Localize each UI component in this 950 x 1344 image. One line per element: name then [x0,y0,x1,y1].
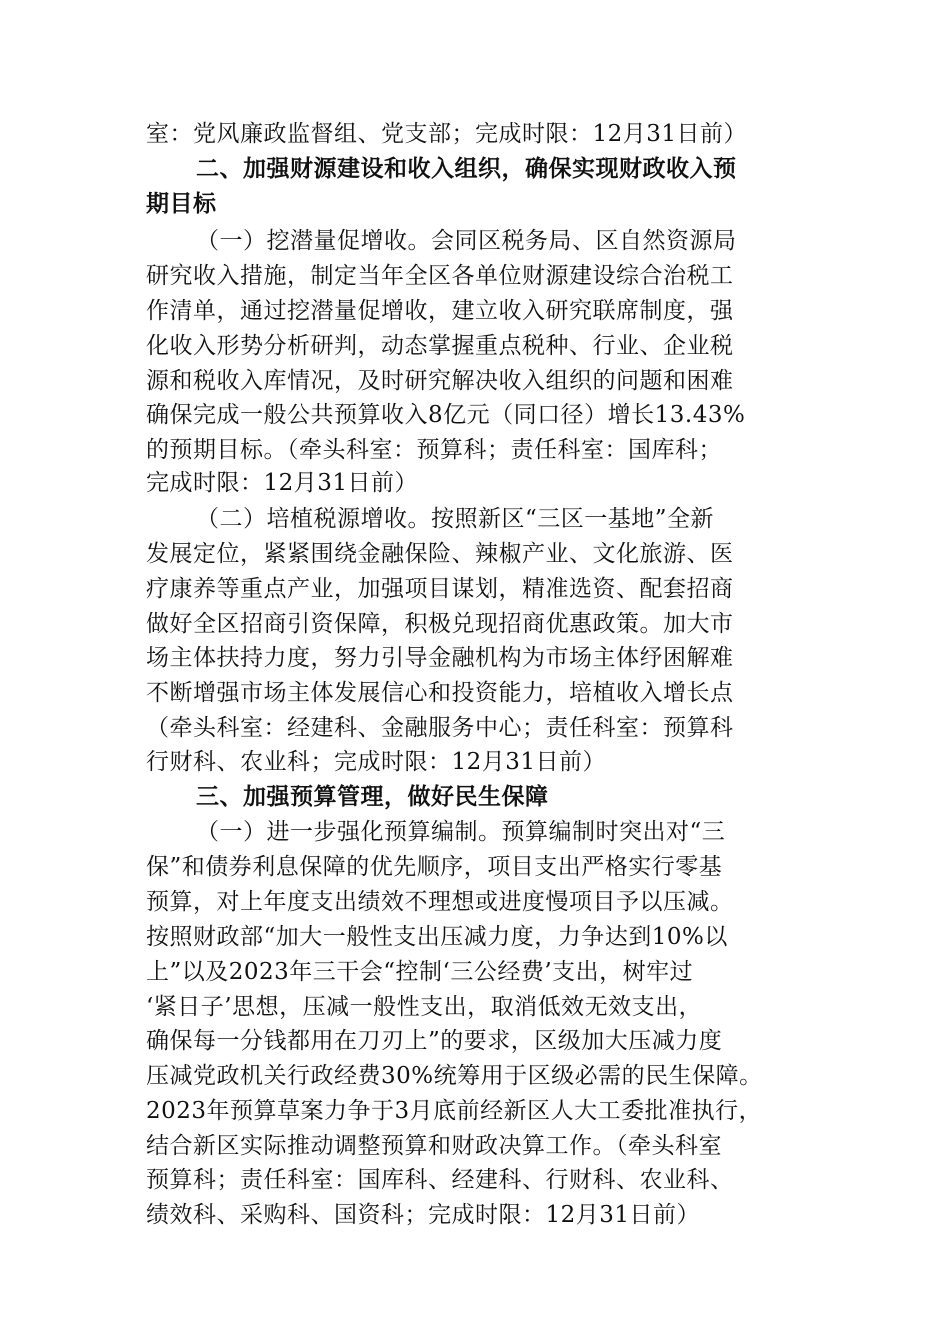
paragraph-line: 行财科、农业科；完成时限：12月31日前） [146,749,607,775]
paragraph-line: 上”以及2023年三干会“控制‘三公经费’支出，树牢过 [146,959,694,985]
paragraph-line: 疗康养等重点产业，加强项目谋划，精准选资、配套招商 [146,576,734,602]
paragraph-line: （一）进一步强化预算编制。预算编制时突出对“三 [196,819,726,845]
section-heading-2-cont: 期目标 [146,191,217,217]
paragraph-line: 的预期目标。（牵头科室：预算科；责任科室：国库科； [146,437,722,463]
paragraph-line: 压减党政机关行政经费30%统筹用于区级必需的民生保障。 [146,1063,763,1089]
paragraph-line: 研究收入措施，制定当年全区各单位财源建设综合治税工 [146,263,734,289]
paragraph-line: （一）挖潜量促增收。会同区税务局、区自然资源局 [196,228,737,254]
paragraph-line: 化收入形势分析研判，动态掌握重点税种、行业、企业税 [146,333,734,359]
paragraph-line: 保”和债券利息保障的优先顺序，项目支出严格实行零基 [146,854,723,880]
paragraph-line: 绩效科、采购科、国资科；完成时限：12月31日前） [146,1202,701,1228]
paragraph-line: 不断增强市场主体发展信心和投资能力，培植收入增长点 [146,680,734,706]
paragraph-line: ‘紧日子’思想，压减一般性支出，取消低效无效支出， [146,994,703,1020]
paragraph-line: 结合新区实际推动调整预算和财政决算工作。（牵头科室 [146,1133,722,1159]
paragraph-line: 按照财政部“加大一般性支出压减力度，力争达到10%以 [146,924,728,950]
paragraph-line: 作清单，通过挖潜量促增收，建立收入研究联席制度，强 [146,298,734,324]
paragraph-line: 做好全区招商引资保障，积极兑现招商优惠政策。加大市 [146,611,734,637]
paragraph-line: 确保每一分钱都用在刀刃上”的要求，区级加大压减力度 [146,1028,723,1054]
paragraph-line: 预算科；责任科室：国库科、经建科、行财科、农业科、 [146,1167,734,1193]
paragraph-line: （二）培植税源增收。按照新区“三区一基地”全新 [196,506,715,532]
paragraph-line: 完成时限：12月31日前） [146,470,419,496]
paragraph-line: （牵头科室：经建科、金融服务中心；责任科室：预算科 [146,715,734,741]
paragraph-line: 确保完成一般公共预算收入8亿元（同口径）增长13.43% [146,402,746,428]
section-heading-3: 三、加强预算管理，做好民生保障 [196,784,549,810]
section-heading-2: 二、加强财源建设和收入组织，确保实现财政收入预 [196,156,737,182]
paragraph-line: 室：党风廉政监督组、党支部；完成时限：12月31日前） [146,121,748,147]
paragraph-line: 发展定位，紧紧围绕金融保险、辣椒产业、文化旅游、医 [146,541,734,567]
paragraph-line: 预算，对上年度支出绩效不理想或进度慢项目予以压减。 [146,889,734,915]
paragraph-line: 2023年预算草案力争于3月底前经新区人大工委批准执行， [146,1098,763,1124]
paragraph-line: 场主体扶持力度，努力引导金融机构为市场主体纾困解难 [146,645,734,671]
paragraph-line: 源和税收入库情况，及时研究解决收入组织的问题和困难 [146,368,734,394]
